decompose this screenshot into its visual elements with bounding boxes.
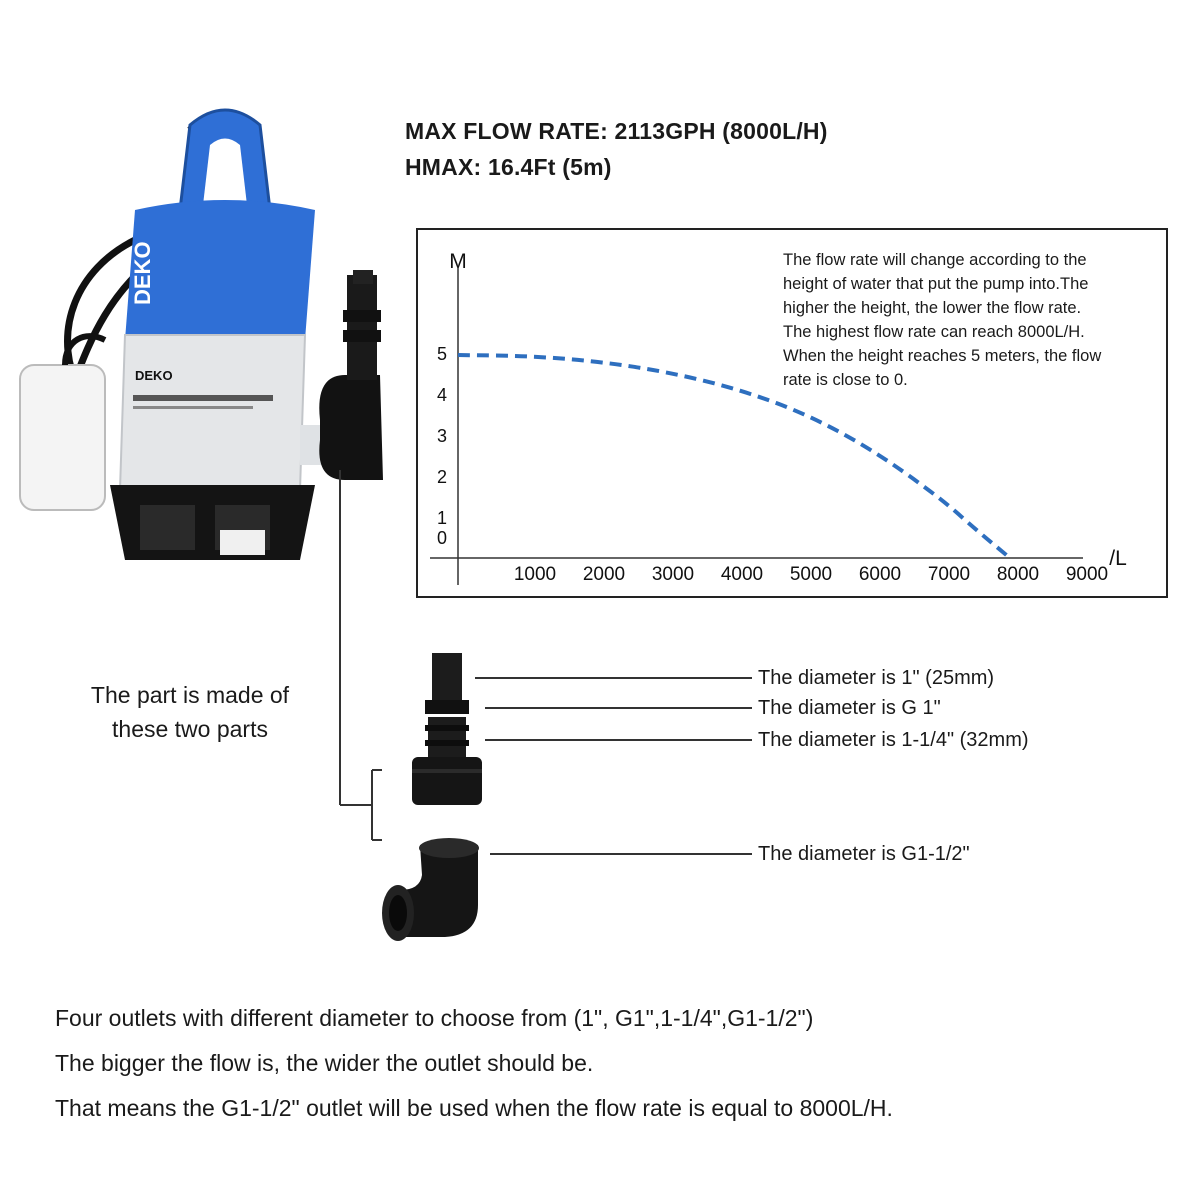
x-tick-label: 9000	[1065, 564, 1109, 585]
parts-caption	[60, 678, 320, 746]
y-tick-label: 1	[436, 508, 448, 528]
diameter-label-1-1-4: The diameter is 1-1/4" (32mm)	[758, 729, 1029, 751]
chart-note	[783, 248, 1163, 392]
hose-adapter	[432, 653, 462, 708]
front-logo: DEKO	[135, 368, 173, 383]
chart-note-line: The flow rate will change according to the	[783, 251, 1087, 269]
x-tick-label: 4000	[720, 564, 764, 585]
chart-note-line: height of water that put the pump into.The	[783, 275, 1089, 293]
diameter-label-g1: The diameter is G 1"	[758, 697, 941, 719]
y-tick-label: 2	[436, 467, 448, 487]
y-tick-label: 3	[436, 426, 448, 446]
diameter-label-g1-1-2: The diameter is G1-1/2"	[758, 843, 970, 865]
flow-chart	[416, 228, 1168, 598]
x-tick-label: 3000	[651, 564, 695, 585]
y-tick-label: 0	[436, 528, 448, 548]
bottom-line-2: The bigger the flow is, the wider the outlet should be.	[55, 1050, 594, 1076]
y-tick-label: 4	[436, 385, 448, 405]
outlet-elbow	[319, 375, 383, 480]
side-logo: DEKO	[130, 241, 155, 305]
max-flow-rate: MAX FLOW RATE: 2113GPH (8000L/H)	[405, 118, 828, 144]
x-tick-label: 7000	[927, 564, 971, 585]
x-tick-label: 1000	[513, 564, 557, 585]
bottom-line-3: That means the G1-1/2" outlet will be used when the flow rate is equal to 8000L/H.	[55, 1095, 893, 1121]
parts-caption-line2: these two parts	[112, 716, 268, 742]
y-axis-label: M	[449, 250, 467, 273]
float-switch	[20, 365, 105, 510]
parts-caption-line1: The part is made of	[90, 682, 290, 708]
x-tick-label: 2000	[582, 564, 626, 585]
bottom-line-1: Four outlets with different diameter to choose from (1", G1",1-1/4",G1-1/2")	[55, 1005, 814, 1031]
x-tick-label: 6000	[858, 564, 902, 585]
x-tick-label: 5000	[789, 564, 833, 585]
chart-note-line: higher the height, the lower the flow rate.	[783, 299, 1082, 317]
max-head: HMAX: 16.4Ft (5m)	[405, 154, 612, 180]
chart-note-line: When the height reaches 5 meters, the flow	[783, 347, 1102, 365]
diameter-label-1in: The diameter is 1" (25mm)	[758, 667, 995, 689]
x-tick-label: 8000	[996, 564, 1040, 585]
chart-note-line: rate is close to 0.	[783, 371, 908, 389]
leader-lines	[470, 670, 760, 865]
y-tick-label: 5	[436, 344, 448, 364]
chart-note-line: The highest flow rate can reach 8000L/H.	[783, 323, 1085, 341]
x-axis-label: /L	[1109, 547, 1127, 570]
